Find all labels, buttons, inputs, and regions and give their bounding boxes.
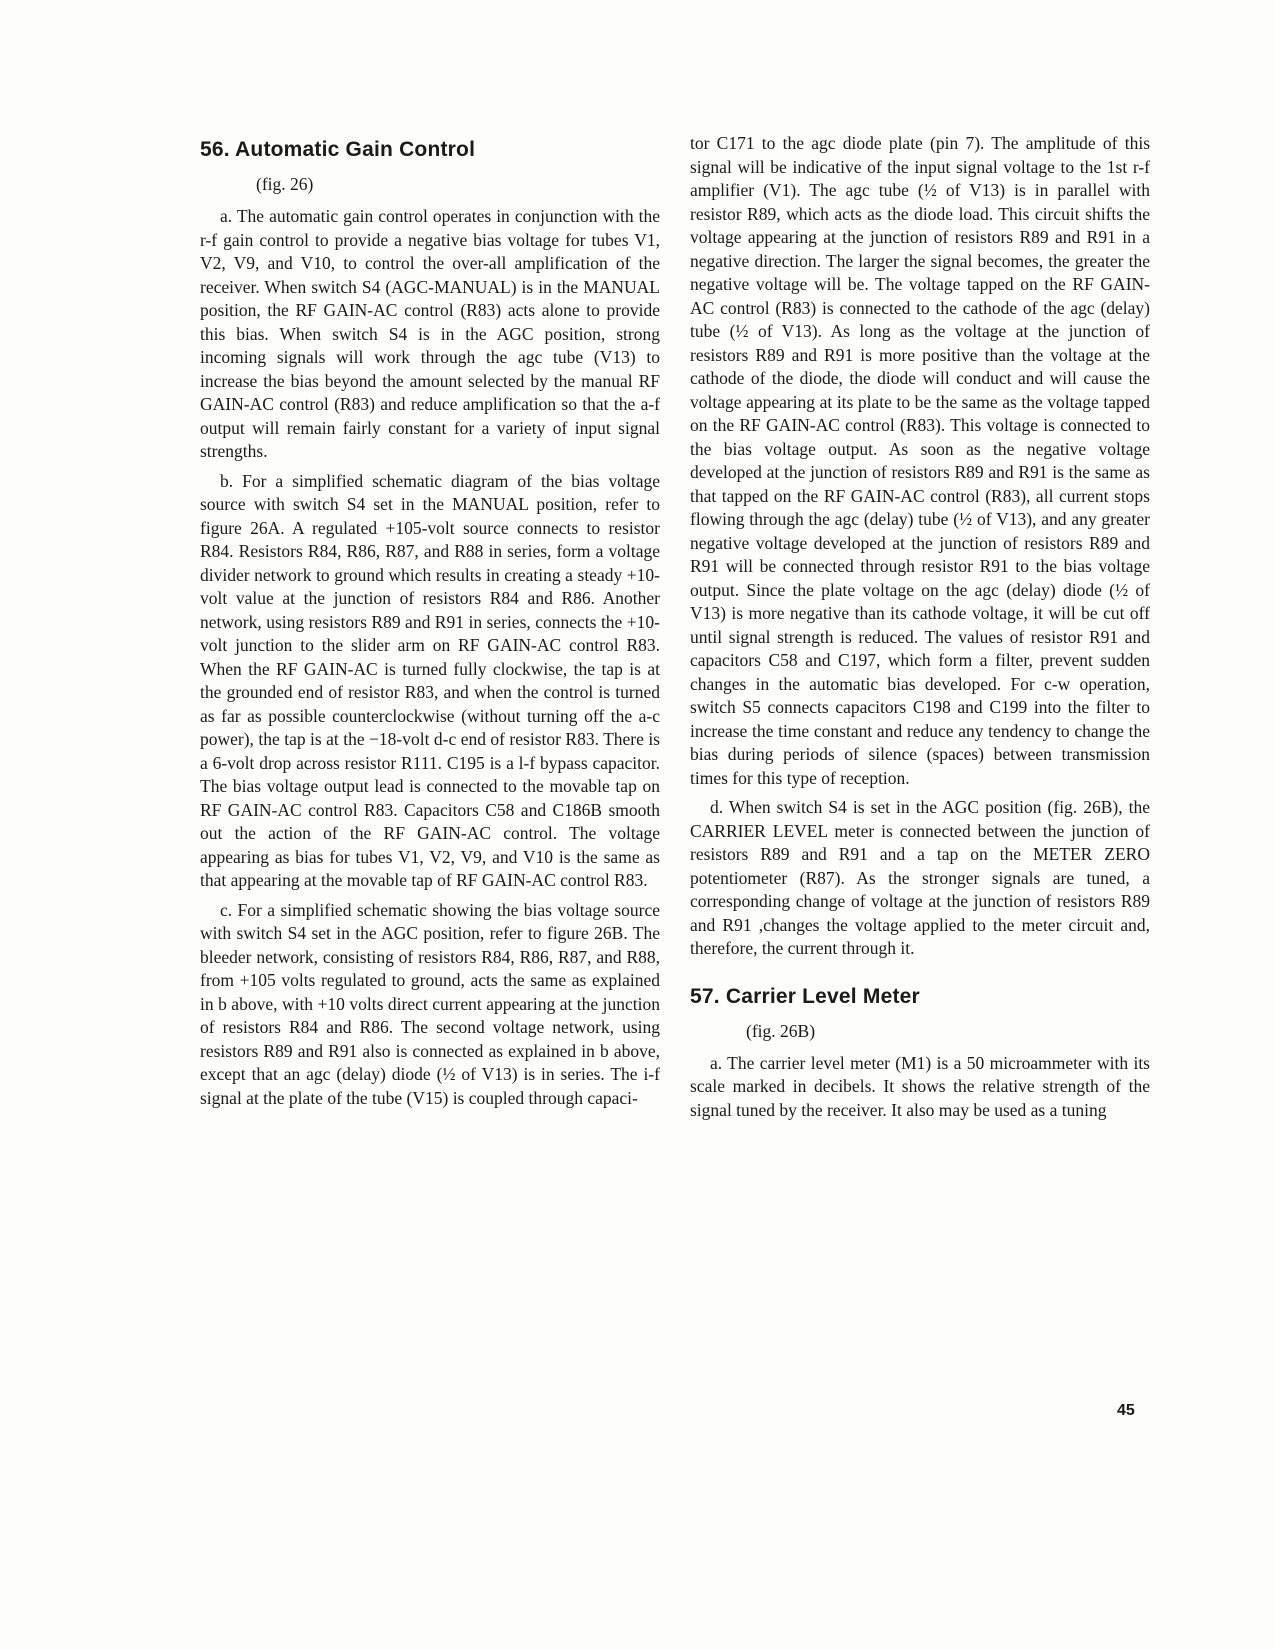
paragraph-56c: c. For a simplified schematic showing the bias voltage source with switch S4 set in the AGC position, refer to figure 26B. The bleeder network, consisting of resistors R84, R86, R87, and R88, from +105 volts regulated to ground, acts the same as explained in b above, with +10 volts direct current appearing at the junction of resistors R84 and R86. The second voltage network, using resistors R89 and R91 also is connected as explained in b above, except that an agc (delay) diode (½ of V13) is in series. The i-f signal at the plate of the tube (V15) is coupled through capaci- — [200, 899, 660, 1108]
paragraph-56c-continued: tor C171 to the agc diode plate (pin 7). The amplitude of this signal will be indicative of the input signal voltage to the 1st r-f amplifier (V1). The agc tube (½ of V13) is in parallel with resistor R89, which acts as the diode load. This circuit shifts the voltage appearing at the junction of resistors R89 and R91 in a negative direction. The larger the signal becomes, the greater the negative voltage will be. The voltage tapped on the RF GAIN-AC control (R83) is connected to the cathode of the agc (delay) tube (½ of V13). As long as the voltage at the junction of resistors R89 and R91 is more positive than the voltage at the cathode of the diode, the diode will conduct and will cause the voltage appearing at its plate to be the same as the voltage tapped on the RF GAIN-AC control (R83). This voltage is connected to the bias voltage output. As soon as the negative voltage developed at the junction of resistors R89 and R91 is the same as that tapped on the RF GAIN-AC control (R83), all current stops flowing through the agc (delay) tube (½ of V13), and any greater negative voltage developed at the junction of resistors R89 and R91 will be connected through resistor R91 to the bias voltage output. Since the plate voltage on the agc (delay) diode (½ of V13) is more negative than its cathode voltage, it will be cut off until signal strength is reduced. The values of resistor R91 and capacitors C58 and C197, which form a filter, prevent sudden changes in the automatic bias developed. For c-w operation, switch S5 connects capacitors C198 and C199 into the filter to increase the time constant and reduce any tendency to change the bias during periods of silence (spaces) between transmission times for this type of reception. — [690, 133, 1150, 788]
paragraph-56b: b. For a simplified schematic diagram of the bias voltage source with switch S4 set in the MANUAL position, refer to figure 26A. A regulated +105-volt source connects to resistor R84. Resistors R84, R86, R87, and R88 in series, form a voltage divider network to ground which results in creating a steady +10-volt value at the junction of resistors R84 and R86. Another network, using resistors R89 and R91 in series, connects the +10-volt junction to the slider arm on RF GAIN-AC control R83. When the RF GAIN-AC is turned fully clockwise, the tap is at the grounded end of resistor R83, and when the control is turned as far as possible counterclockwise (without turning off the a-c power), the tap is at the −18-volt d-c end of resistor R83. There is a 6-volt drop across resistor R111. C195 is a l-f bypass capacitor. The bias voltage output lead is connected to the movable tap on RF GAIN-AC control R83. Capacitors C58 and C186B smooth out the action of the RF GAIN-AC control. The voltage appearing as bias for tubes V1, V2, V9, and V10 is the same as that appearing at the movable tap of RF GAIN-AC control R83. — [200, 470, 660, 890]
section-56-heading: 56. Automatic Gain Control — [200, 138, 476, 161]
right-column — [690, 132, 1150, 1128]
section-57-fig-ref: (fig. 26B) — [746, 1020, 816, 1041]
left-column — [200, 132, 660, 1116]
paragraph-56d: d. When switch S4 is set in the AGC position (fig. 26B), the CARRIER LEVEL meter is connected between the junction of resistors R89 and R91 and a tap on the METER ZERO potentiometer (R87). As the stronger signals are tuned, a corresponding change of voltage at the junction of resistors R89 and R91 ,changes the voltage applied to the meter circuit and, therefore, the current through it. — [690, 797, 1150, 958]
paragraph-57a: a. The carrier level meter (M1) is a 50 microammeter with its scale marked in decibels. It shows the relative strength of the signal tuned by the receiver. It also may be used as a tuning — [690, 1052, 1150, 1120]
paragraph-56a: a. The automatic gain control operates in conjunction with the r-f gain control to provide a negative bias voltage for tubes V1, V2, V9, and V10, to control the over-all amplification of the receiver. When switch S4 (AGC-MANUAL) is in the MANUAL position, the RF GAIN-AC control (R83) acts alone to provide this bias. When switch S4 is in the AGC position, strong incoming signals will work through the agc tube (V13) to increase the bias beyond the amount selected by the manual RF GAIN-AC control (R83) and reduce amplification so that the a-f output will remain fairly constant for a variety of input signal strengths. — [200, 206, 660, 461]
section-57-heading: 57. Carrier Level Meter — [690, 984, 920, 1008]
section-56-fig-ref: (fig. 26) — [256, 174, 314, 194]
page-number: 45 — [1117, 1402, 1135, 1419]
